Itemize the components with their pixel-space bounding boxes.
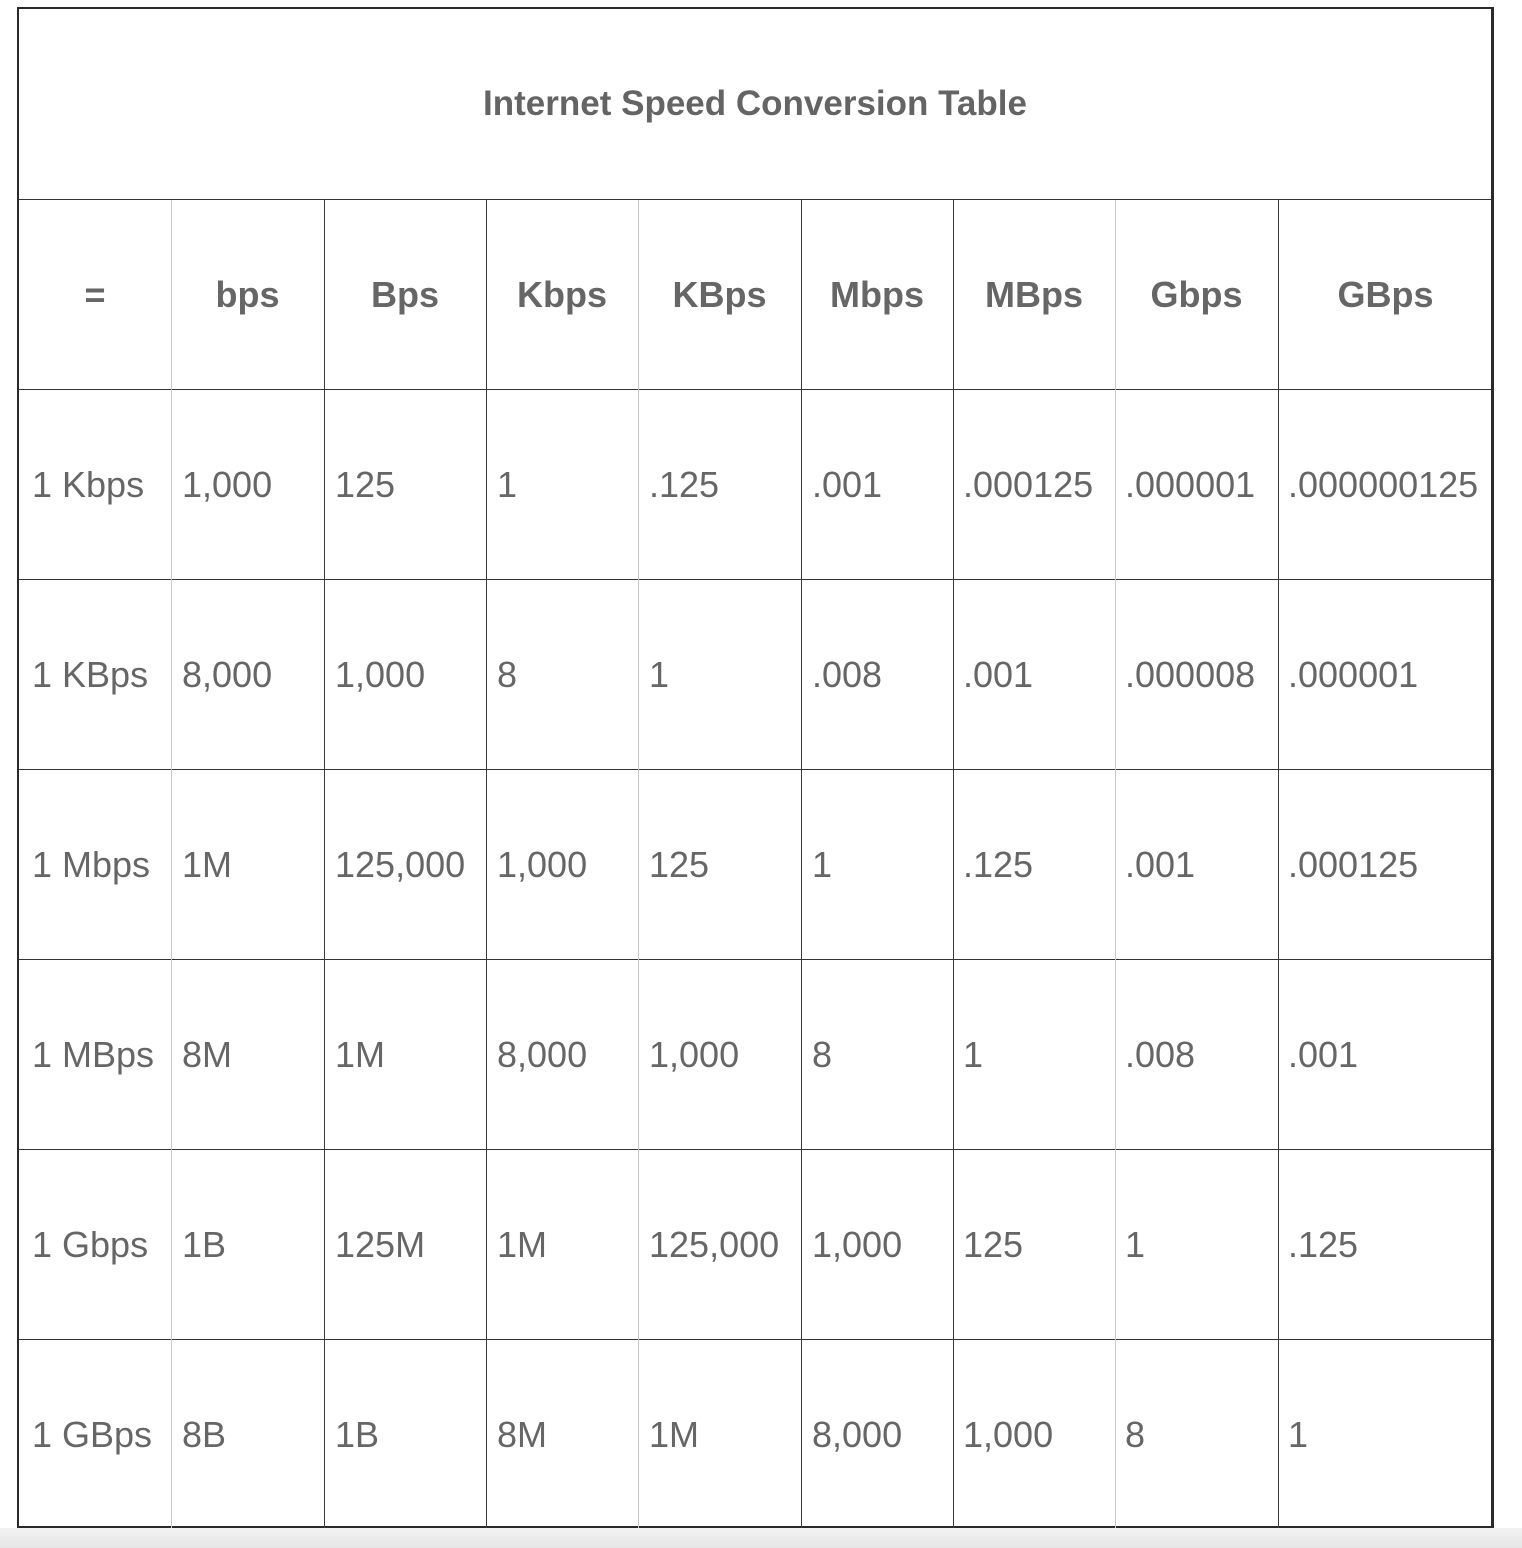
table-cell: 125 bbox=[649, 844, 710, 885]
table-cell: 125,000 bbox=[335, 844, 466, 885]
table-cell: .000001 bbox=[1125, 464, 1256, 505]
table-cell: 8,000 bbox=[182, 654, 273, 695]
row-label-cell: 1 Gbps bbox=[32, 1224, 149, 1265]
row-label-cell: 1 Kbps bbox=[32, 464, 145, 505]
table-cell: 8 bbox=[812, 1034, 833, 1075]
table-cell: 1 bbox=[1288, 1414, 1309, 1455]
table-cell: 8M bbox=[497, 1414, 548, 1455]
header-cell: = bbox=[84, 274, 106, 315]
table-cell: .125 bbox=[649, 464, 720, 505]
table-cell: 1 bbox=[812, 844, 833, 885]
conversion-table bbox=[17, 7, 1494, 1528]
table-cell: 1,000 bbox=[649, 1034, 740, 1075]
header-cell: Kbps bbox=[517, 274, 607, 315]
row-label-cell: 1 KBps bbox=[32, 654, 149, 695]
header-cell: Gbps bbox=[1150, 274, 1243, 315]
table-cell: 8,000 bbox=[497, 1034, 588, 1075]
table-cell: 1 bbox=[1125, 1224, 1146, 1265]
table-cell: 8M bbox=[182, 1034, 233, 1075]
table-cell: 1,000 bbox=[497, 844, 588, 885]
header-cell: GBps bbox=[1337, 274, 1434, 315]
table-cell: .000001 bbox=[1288, 654, 1419, 695]
table-cell: .001 bbox=[1125, 844, 1196, 885]
table-cell: 1 bbox=[497, 464, 518, 505]
header-cell: bps bbox=[215, 274, 280, 315]
table-cell: 8B bbox=[182, 1414, 227, 1455]
table-cell: 125M bbox=[335, 1224, 426, 1265]
table-cell: 1M bbox=[649, 1414, 700, 1455]
table-cell: .000008 bbox=[1125, 654, 1256, 695]
table-cell: 1,000 bbox=[812, 1224, 903, 1265]
table-cell: 1M bbox=[182, 844, 233, 885]
table-cell: .001 bbox=[812, 464, 883, 505]
table-cell: 1,000 bbox=[963, 1414, 1054, 1455]
header-cell: Bps bbox=[370, 274, 439, 315]
table-cell: 1M bbox=[497, 1224, 548, 1265]
table-cell: 1,000 bbox=[335, 654, 426, 695]
table-cell: 8,000 bbox=[812, 1414, 903, 1455]
row-label-cell: 1 MBps bbox=[32, 1034, 155, 1075]
table-cell: .125 bbox=[963, 844, 1034, 885]
table-cell: 1B bbox=[182, 1224, 227, 1265]
table-cell: .008 bbox=[812, 654, 883, 695]
table-cell: 1,000 bbox=[182, 464, 273, 505]
header-cell: Mbps bbox=[830, 274, 924, 315]
table-cell: 125,000 bbox=[649, 1224, 780, 1265]
page-bottom-edge bbox=[0, 1528, 1522, 1548]
row-label-cell: 1 GBps bbox=[32, 1414, 153, 1455]
table-cell: 8 bbox=[1125, 1414, 1146, 1455]
row-label-cell: 1 Mbps bbox=[32, 844, 151, 885]
header-cell: MBps bbox=[985, 274, 1083, 315]
table-cell: .125 bbox=[1288, 1224, 1359, 1265]
table-cell: 1M bbox=[335, 1034, 386, 1075]
table-cell: 1 bbox=[963, 1034, 984, 1075]
table-cell: 125 bbox=[963, 1224, 1024, 1265]
table-cell: .001 bbox=[963, 654, 1034, 695]
table-cell: 1 bbox=[649, 654, 670, 695]
table-cell: .000000125 bbox=[1288, 464, 1479, 505]
table-title: Internet Speed Conversion Table bbox=[19, 9, 1491, 200]
table-cell: .000125 bbox=[963, 464, 1094, 505]
table-cell: .008 bbox=[1125, 1034, 1196, 1075]
table-cell: 1B bbox=[335, 1414, 380, 1455]
table-cell: 125 bbox=[335, 464, 396, 505]
header-cell: KBps bbox=[672, 274, 767, 315]
table-cell: 8 bbox=[497, 654, 518, 695]
table-cell: .001 bbox=[1288, 1034, 1359, 1075]
table-cell: .000125 bbox=[1288, 844, 1419, 885]
